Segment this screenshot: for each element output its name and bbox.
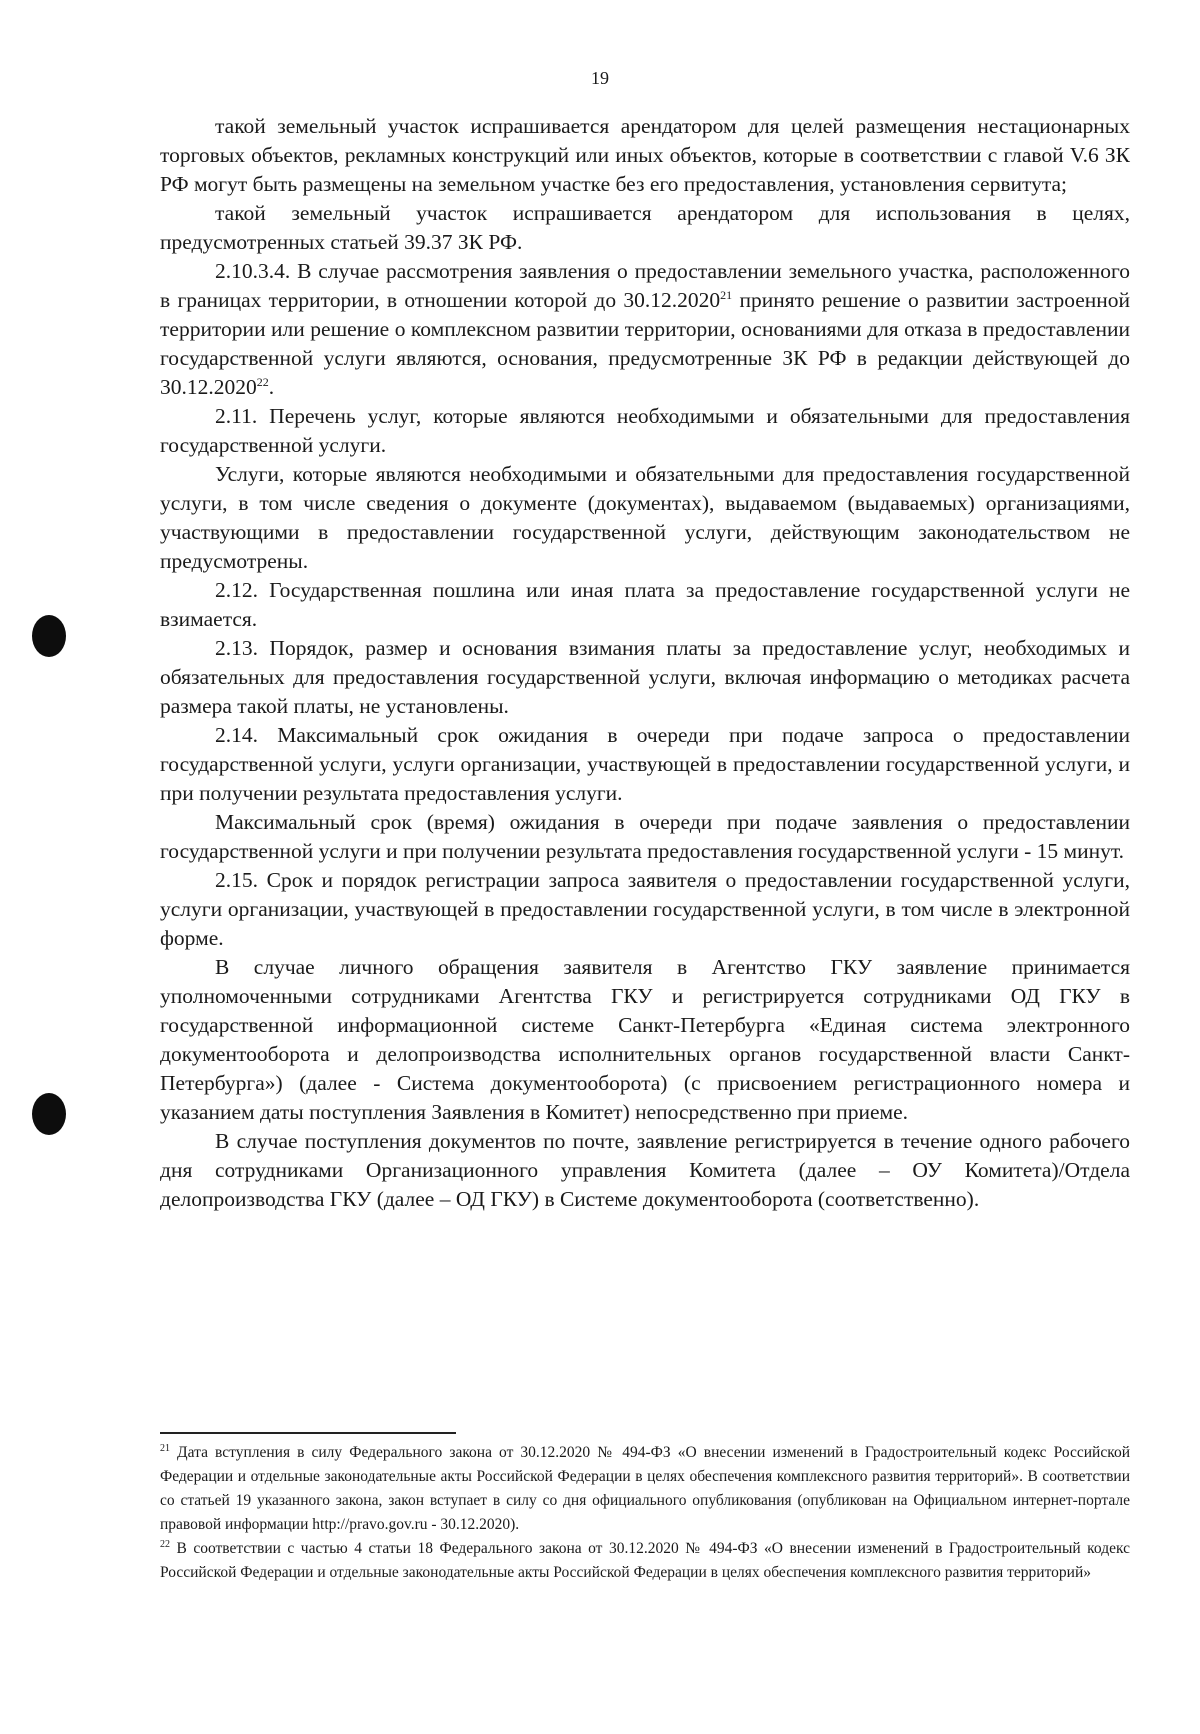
punch-hole (32, 615, 66, 657)
footnote-ref-22: 22 (256, 374, 269, 389)
footnote-mark: 22 (160, 1538, 170, 1550)
paragraph-2-10-3-4 (160, 257, 1130, 402)
punch-hole (32, 1093, 66, 1135)
footnote-text: В соответствии с частью 4 статьи 18 Федерального закона от 30.12.2020 № 494-ФЗ «О внесении изменений в Градостроительный кодекс Российской Федерации и отдельные законодательные акты Российской Федерации в целях обеспечения комплексного развития территорий» (160, 1540, 1130, 1581)
paragraph: такой земельный участок испрашивается арендатором для целей размещения нестационарных торговых объектов, рекламных конструкций или иных объектов, которые в соответствии с главой V.6 ЗК РФ могут быть размещены на земельном участке без его предоставления, установления сервитута; (160, 114, 1130, 196)
footnote-ref-21: 21 (720, 287, 733, 302)
document-body (160, 112, 1130, 1214)
paragraph: 2.14. Максимальный срок ожидания в очереди при подаче запроса о предоставлении государственной услуги, услуги организации, участвующей в предоставлении государственной услуги, и при получении результата предоставления услуги. (160, 723, 1130, 805)
paragraph-text: . (268, 375, 275, 399)
paragraph-text: принято решение о развитии застроенной территории или решение о комплексном развитии территории, основаниями для отказа в предоставлении государственной услуги являются, основания, предусмотренные ЗК РФ в редакции действующей до 30.12.2020 (160, 288, 1131, 399)
paragraph: 2.15. Срок и порядок регистрации запроса заявителя о предоставлении государственной услуги, услуги организации, участвующей в предоставлении государственной услуги, в том числе в электронной форме. (160, 868, 1130, 950)
paragraph: Услуги, которые являются необходимыми и обязательными для предоставления государственной услуги, в том числе сведения о документе (документах), выдаваемом (выдаваемых) организациями, участвующими в предоставлении государственной услуги, действующим законодательством не предусмотрены. (160, 462, 1130, 573)
footnote-separator (160, 1432, 456, 1434)
footnotes (160, 1441, 1130, 1585)
paragraph: В случае поступления документов по почте, заявление регистрируется в течение одного рабочего дня сотрудниками Организационного управления Комитета (далее – ОУ Комитета)/Отдела делопроизводства ГКУ (далее – ОД ГКУ) в Системе документооборота (соответственно). (160, 1129, 1130, 1211)
paragraph: такой земельный участок испрашивается арендатором для использования в целях, предусмотренных статьей 39.37 ЗК РФ. (160, 201, 1130, 254)
paragraph: Максимальный срок (время) ожидания в очереди при подаче заявления о предоставлении государственной услуги и при получении результата предоставления государственной услуги - 15 минут. (160, 810, 1130, 863)
paragraph: 2.13. Порядок, размер и основания взимания платы за предоставление услуг, необходимых и обязательных для предоставления государственной услуги, включая информацию о методиках расчета размера такой платы, не установлены. (160, 636, 1130, 718)
footnote-text: Дата вступления в силу Федерального закона от 30.12.2020 № 494-ФЗ «О внесении изменений в Градостроительный кодекс Российской Федерации и отдельные законодательные акты Российской Федерации в целях обеспечения комплексного развития территорий». В соответствии со статьей 19 указанного закона, закон вступает в силу со дня официального опубликования (опубликован на Официальном интернет-портале правовой информации http://pravo.gov.ru - 30.12.2020). (160, 1444, 1130, 1533)
paragraph: В случае личного обращения заявителя в Агентство ГКУ заявление принимается уполномоченными сотрудниками Агентства ГКУ и регистрируется сотрудниками ОД ГКУ в государственной информационной системе Санкт-Петербурга «Единая система электронного документооборота и делопроизводства исполнительных органов государственной власти Санкт-Петербурга») (далее - Система документооборота) (с присвоением регистрационного номера и указанием даты поступления Заявления в Комитет) непосредственно при приеме. (160, 955, 1130, 1124)
footnote-21 (160, 1441, 1130, 1537)
page-number: 19 (591, 68, 609, 88)
paragraph: 2.12. Государственная пошлина или иная плата за предоставление государственной услуги не взимается. (160, 578, 1130, 631)
footnote-22 (160, 1537, 1130, 1585)
paragraph-text: 2.10.3.4. В случае рассмотрения заявления о предоставлении земельного участка, расположенного в границах территории, в отношении которой до 30.12.2020 (160, 259, 1130, 312)
footnote-mark: 21 (160, 1442, 170, 1454)
paragraph: 2.11. Перечень услуг, которые являются необходимыми и обязательными для предоставления государственной услуги. (160, 404, 1130, 457)
